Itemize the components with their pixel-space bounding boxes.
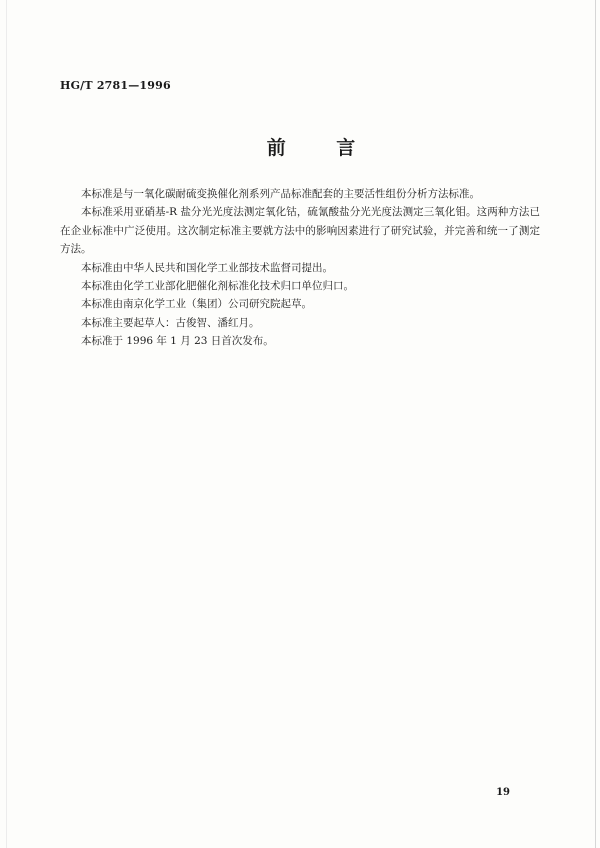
paragraph: 本标准是与一氧化碳耐硫变换催化剂系列产品标准配套的主要活性组份分析方法标准。 [81, 188, 480, 200]
scan-edge-left [6, 0, 7, 848]
page-number: 19 [496, 787, 510, 798]
paragraph: 本标准由中华人民共和国化学工业部技术监督司提出。 [81, 261, 333, 274]
paragraph: 本标准主要起草人：古俊智、潘红月。 [81, 316, 260, 329]
paragraph: 本标准由化学工业部化肥催化剂标准化技术归口单位归口。 [81, 280, 354, 293]
paragraph: 本标准采用亚硝基-R 盐分光光度法测定氧化钴，硫氰酸盐分光光度法测定三氧化钼。这两种方法已在企业标准中广泛使用。这次制定标准主要就方法中的影响因素进行了研究试验，并完善和统一了测定方法。 [60, 206, 540, 256]
document-body [60, 185, 540, 351]
standard-code: HG/T 2781—1996 [60, 79, 171, 92]
scan-edge-right [595, 0, 596, 848]
paragraph: 本标准由南京化学工业（集团）公司研究院起草。 [81, 298, 312, 311]
page-title: 前 言 [266, 137, 378, 159]
paragraph: 本标准于 1996 年 1 月 23 日首次发布。 [81, 335, 274, 348]
